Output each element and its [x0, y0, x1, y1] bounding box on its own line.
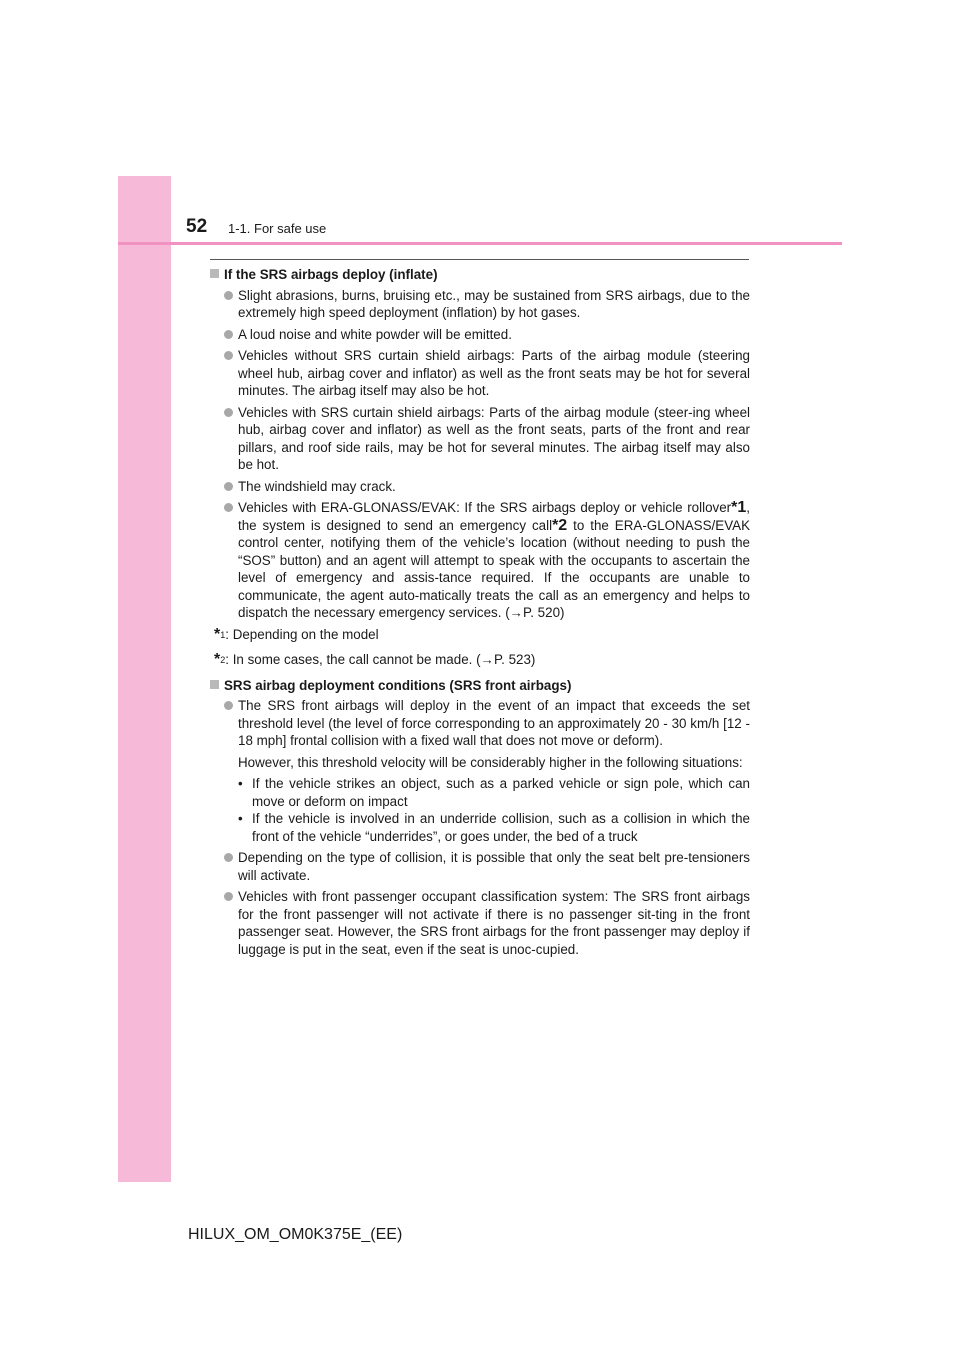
sub-list-item	[238, 810, 750, 845]
list-item	[224, 478, 750, 496]
sub-list-item-text: If the vehicle strikes an object, such as a parked vehicle or sign pole, which can move or deform on impact	[252, 776, 750, 809]
circle-bullet-icon	[224, 408, 233, 417]
list-item	[224, 849, 750, 884]
footnote-star: *	[214, 625, 221, 643]
footnote-1	[214, 626, 750, 646]
list-item	[224, 404, 750, 474]
section-title: 1-1. For safe use	[228, 221, 327, 236]
footnote-star: *	[214, 651, 221, 668]
list-item	[224, 326, 750, 344]
list-item-text: Vehicles with SRS curtain shield airbags: Parts of the airbag module (steer-ing wheel hub, airbag cover and inflator) as well as the front seats, parts of the front and rear pillars, and roof side rails, may be hot for several minutes. The airbag itself may also be hot.	[238, 404, 750, 472]
section-heading-conditions	[210, 677, 750, 695]
content-divider	[210, 259, 749, 260]
paragraph: However, this threshold velocity will be considerably higher in the following situations:	[238, 754, 743, 770]
square-bullet-icon	[210, 269, 219, 278]
circle-bullet-icon	[224, 351, 233, 360]
circle-bullet-icon	[224, 892, 233, 901]
era-text-part2: , the system is designed to send an emergency call	[238, 500, 750, 533]
list-item-text: Vehicles without SRS curtain shield airbags: Parts of the airbag module (steering wheel hub, airbag cover and inflator) as well as the front seats may be hot for several minutes. The airbag itself may also be hot.	[238, 348, 750, 398]
footnote-number: 2	[220, 655, 226, 665]
footnote-text: : In some cases, the call cannot be made. (→P. 523)	[225, 652, 536, 667]
footnote-number: 1	[220, 629, 226, 640]
circle-bullet-icon	[224, 482, 233, 491]
document-code: HILUX_OM_OM0K375E_(EE)	[188, 1226, 403, 1243]
footnote-text: : Depending on the model	[225, 626, 379, 642]
list-item	[224, 697, 750, 750]
footnote-marker-2: *2	[552, 516, 568, 534]
list-item-text: Depending on the type of collision, it is possible that only the seat belt pre-tensioners will activate.	[238, 850, 750, 883]
sub-list-item-text: If the vehicle is involved in an underride collision, such as a collision in which the front of the vehicle “underrides”, or goes under, the bed of a truck	[252, 811, 750, 844]
page-content	[210, 266, 750, 962]
small-bullet-icon: •	[238, 811, 243, 826]
list-item-text	[238, 499, 750, 622]
era-text-part3: to the ERA-GLONASS/EVAK control center, notifying them of the vehicle’s location (without needing to push the “SOS” button) and an agent will attempt to speak with the occupants to ascertain the level of emergency and assis-tance required. If the occupants are unable to communicate, the agent auto-matically treats the call as an emergency and helps to dispatch the necessary emergency services. (→P. 520)	[238, 517, 750, 620]
list-item-text: A loud noise and white powder will be emitted.	[238, 326, 512, 342]
circle-bullet-icon	[224, 330, 233, 339]
small-bullet-icon: •	[238, 776, 243, 791]
list-item-text: Vehicles with front passenger occupant classification system: The SRS front airbags for the front passenger will not activate if there is no passenger sit-ting in the front passenger seat. However, the SRS front airbags for the front passenger may deploy if luggage is put in the seat, even if the seat is unoc-cupied.	[238, 889, 750, 957]
heading-text: If the SRS airbags deploy (inflate)	[224, 267, 438, 282]
header-divider	[118, 242, 842, 245]
list-item	[224, 347, 750, 400]
heading-text: SRS airbag deployment conditions (SRS front airbags)	[224, 677, 572, 693]
list-item	[224, 287, 750, 322]
page-number: 52	[186, 216, 208, 237]
era-text-part1: Vehicles with ERA-GLONASS/EVAK: If the SRS airbags deploy or vehicle rollover	[238, 500, 732, 515]
section-heading-deploy	[210, 266, 750, 284]
list-item	[224, 888, 750, 958]
list-item-era-glonass	[224, 499, 750, 622]
circle-bullet-icon	[224, 291, 233, 300]
square-bullet-icon	[210, 680, 219, 689]
list-item-text: The windshield may crack.	[238, 478, 396, 494]
list-item-text: The SRS front airbags will deploy in the event of an impact that exceeds the set threshold level (the level of force corresponding to an approximately 20 - 30 km/h [12 - 18 mph] frontal collision with a fixed wall that does not move or deform).	[238, 698, 750, 748]
footnote-marker-1: *1	[731, 499, 747, 516]
circle-bullet-icon	[224, 853, 233, 862]
circle-bullet-icon	[224, 503, 233, 512]
footnote-2	[214, 651, 750, 671]
circle-bullet-icon	[224, 701, 233, 710]
sub-list-item	[238, 775, 750, 810]
list-item-text: Slight abrasions, burns, bruising etc., may be sustained from SRS airbags, due to the extremely high speed deployment (inflation) by hot gases.	[238, 287, 750, 320]
chapter-sidebar-tab	[118, 176, 171, 1182]
